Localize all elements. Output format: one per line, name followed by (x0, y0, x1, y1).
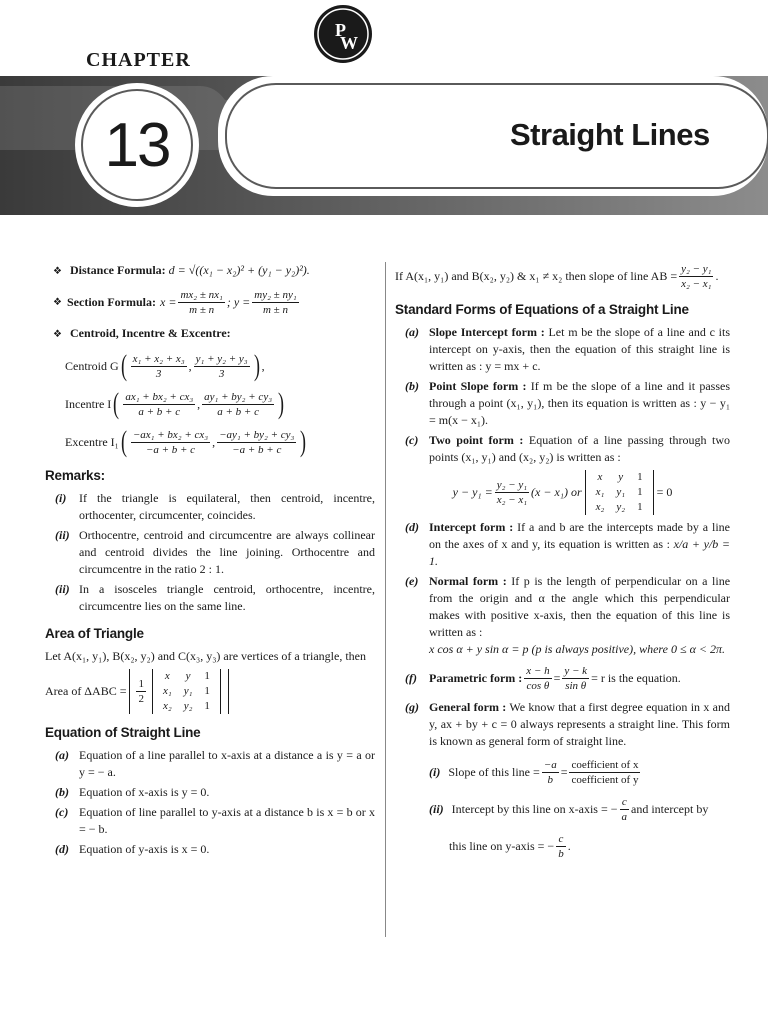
slope-text: If A(x₁, y₁) and B(x₂, y₂) & x₁ ≠ x₂ then slope of line AB = (395, 269, 678, 283)
remarks-list (45, 490, 375, 615)
list-item: (c) Two point form : Equation of a line passing through two points (x₁, y₁) and (x₂, y₂) is written as : (405, 433, 730, 464)
centroid-heading (53, 325, 375, 343)
two-point-formula: y − y₁ = $\frac{\text{y₂ − y₁}}{\text{x₂ − x₁}}$ (x − x₁) or x y 1 x₁ y₁ 1 x₂ y₂ 1 = 0 (452, 471, 673, 513)
bullet-icon: ❖ (53, 297, 62, 308)
excentre-formula: Excentre I₁ ( $\frac{\text{−ax₁ + bx₂ + cx₃}}{-a + b + c}$ , $\frac{\text{−ay₁ + by₂ + cy₃}}{-a + b + c}$ ) (65, 425, 307, 458)
equation-list (45, 747, 375, 858)
right-column (395, 262, 730, 861)
chapter-banner (0, 0, 768, 215)
chapter-number: 13 (104, 111, 170, 180)
list-item: (c) Equation of line parallel to y-axis at a distance b is x = b or x = − b. (55, 805, 375, 836)
centroid-formula: Centroid G ( $\frac{\text{x₁ + x₂ + x₃}}{3}$ , $\frac{\text{y₁ + y₂ + y₃}}{3}$ ) , (65, 349, 265, 382)
section-x-fraction: $\frac{\text{mx₂ ± nx₁}}{m \pm n}$ (180, 289, 223, 316)
list-item: (b) Point Slope form : If m be the slope of a line and it passes through a point (x₁, y₁), then its equation is written as : y − y₁ = m(x − x₁). (405, 379, 730, 427)
general-ii-cont: this line on y-axis = − $\frac{c}{b}$ . (449, 833, 571, 860)
area-lhs: Area of ΔABC = (45, 684, 127, 698)
list-item: (i) If the triangle is equilateral, then centroid, incentre, orthocenter, circumcenter, coincides. (55, 491, 375, 522)
general-ii: (ii) Intercept by this line on x-axis = − $\frac{c}{a}$ and intercept by (429, 796, 709, 823)
slope-formula: If A(x₁, y₁) and B(x₂, y₂) & x₁ ≠ x₂ then slope of line AB = $\frac{\text{y₂ − y₁}}{\text{x₂ − x₁}}$ . (395, 263, 719, 290)
list-item: (ii) Orthocentre, centroid and circumcentre are always collinear and centroid divides the line joining. Orthocentre and circumcentre in the ratio 2 : 1. (55, 528, 375, 576)
pw-logo (313, 4, 373, 64)
general-i: (i) Slope of this line = $\frac{-a}{b}$ = $\frac{\text{coefficient of x}}{\text{coefficient of y}}$ (429, 759, 639, 786)
list-item: (e) Normal form : If p is the length of perpendicular on a line from the origin and α the angle which this perpendicular makes with positive x-axis, then the equation of this line is written as : x cos α + y sin α = p (p is always positive), where 0 ≤ α < 2π. (405, 574, 731, 656)
excentre-name: Excentre I₁ (65, 434, 119, 449)
centroid-name: Centroid G (65, 358, 119, 373)
distance-expression: d = √((x₁ − x₂)² + (y₁ − y₂)²). (168, 263, 310, 277)
bullet-icon: ❖ (53, 329, 62, 340)
equation-heading: Equation of Straight Line (45, 725, 201, 740)
list-item: (f) Parametric form : $\frac{x - h}{\text{cos θ}}$ = $\frac{y - k}{\text{sin θ}}$ = r is the equation. (405, 665, 681, 692)
svg-text:P: P (335, 20, 346, 40)
distance-label: Distance Formula: (70, 263, 166, 277)
area-formula (45, 669, 375, 714)
list-item: (d) Intercept form : If a and b are the intercepts made by a line on the axes of x and y, its equation is written as : x/a + y/b = 1. (405, 520, 731, 568)
list-item: (d) Equation of y-axis is x = 0. (55, 842, 210, 856)
area-heading: Area of Triangle (45, 626, 144, 641)
list-item: (b) Equation of x-axis is y = 0. (55, 785, 210, 799)
section-label: Section Formula: (67, 295, 156, 309)
chapter-label: CHAPTER (86, 49, 191, 71)
svg-text:W: W (340, 33, 358, 53)
incentre-name: Incentre I (65, 396, 112, 411)
list-item: (a) Equation of a line parallel to x-axis at a distance a is y = a or y = − a. (55, 748, 375, 779)
bullet-icon: ❖ (53, 266, 62, 277)
centroid-label: Centroid, Incentre & Excentre: (70, 326, 231, 340)
list-item: (g) General form : We know that a first degree equation in x and y, ax + by + c = 0 always represents a straight line. This form is known as general form of straight line. (405, 700, 730, 748)
left-column (45, 262, 375, 861)
area-determinant: $\frac{1}{2}$ x y 1 x₁ y₁ 1 x₂ y₂ 1 (129, 669, 228, 714)
remarks-heading: Remarks: (45, 468, 105, 483)
chapter-title: Straight Lines (510, 117, 710, 152)
standard-forms-heading: Standard Forms of Equations of a Straight Line (395, 302, 689, 317)
list-item: (ii) In a isosceles triangle centroid, orthocentre, incentre, circumcentre lies on the same line. (55, 582, 375, 613)
section-y-fraction: $\frac{\text{my₂ ± ny₁}}{m \pm n}$ (254, 289, 297, 316)
section-formula: ❖ Section Formula: x = $\frac{\text{mx₂ ± nx₁}}{m \pm n}$ ; y = $\frac{\text{my₂ ± ny₁}}{m \pm n}$ (53, 289, 297, 316)
column-divider (385, 262, 386, 937)
incentre-formula: Incentre I ( $\frac{\text{ax₁ + bx₂ + cx₃}}{a + b + c}$ , $\frac{\text{ay₁ + by₂ + cy₃}}{a + b + c}$ ) (65, 387, 285, 420)
distance-formula (53, 262, 375, 280)
area-intro: Let A(x₁, y₁), B(x₂, y₂) and C(x₃, y₃) are vertices of a triangle, then (45, 649, 366, 663)
list-item: (a) Slope Intercept form : Let m be the slope of a line and c its intercept on y-axis, then the equation of this straight line is written as : y = mx + c. (405, 325, 731, 373)
